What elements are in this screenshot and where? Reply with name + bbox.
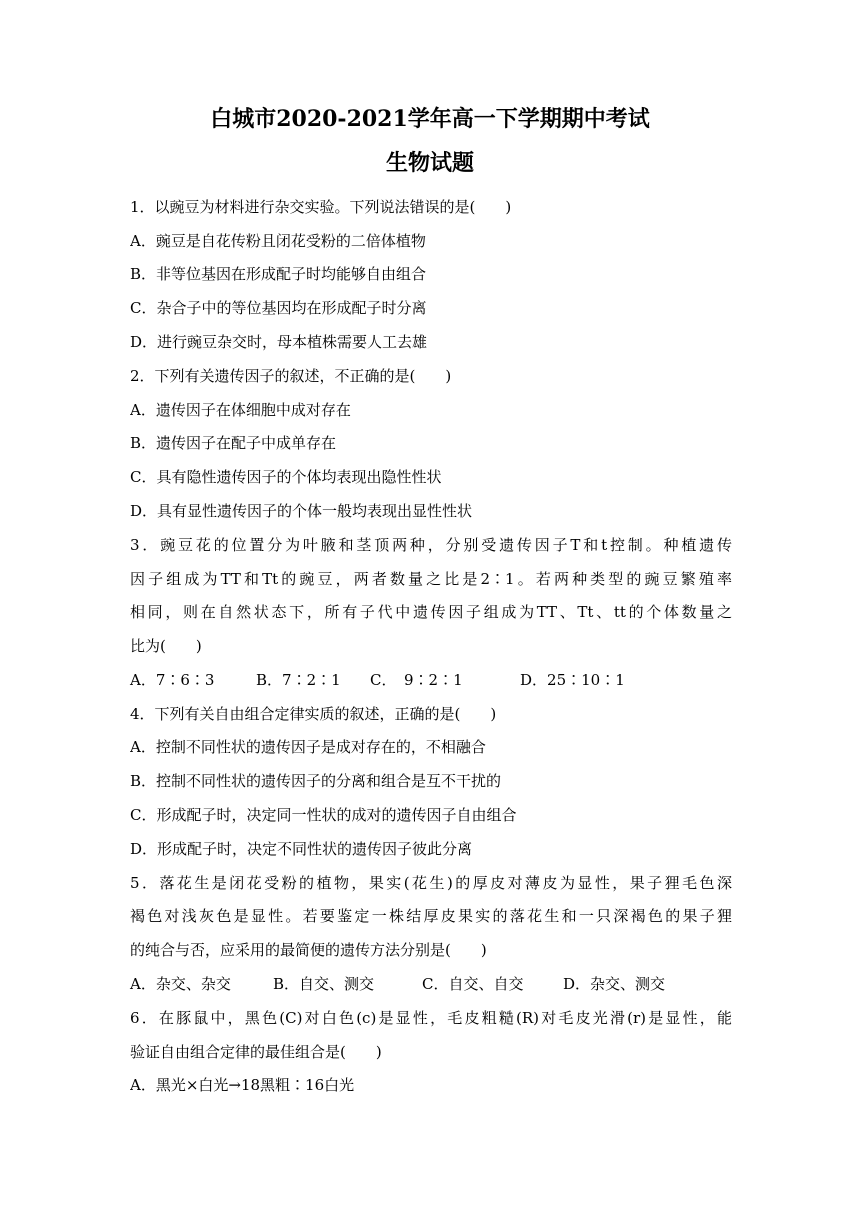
question-3-stem-line-1: 3．豌豆花的位置分为叶腋和茎顶两种，分别受遗传因子T和t控制。种植遗传	[130, 536, 732, 554]
question-2-option-b: B．遗传因子在配子中成单存在	[130, 434, 337, 452]
question-5-stem-line-1: 5．落花生是闭花受粉的植物，果实(花生)的厚皮对薄皮为显性，果子狸毛色深	[130, 874, 732, 892]
question-6-stem-line-2: 验证自由组合定律的最佳组合是( )	[130, 1043, 382, 1061]
question-3-option-a: A．7∶6∶3	[130, 671, 215, 689]
question-4-option-d: D．形成配子时，决定不同性状的遗传因子彼此分离	[130, 840, 473, 858]
question-4-option-c: C．形成配子时，决定同一性状的成对的遗传因子自由组合	[130, 806, 517, 824]
question-1-option-d: D．进行豌豆杂交时，母本植株需要人工去雄	[130, 333, 428, 351]
question-1-option-b: B．非等位基因在形成配子时均能够自由组合	[130, 265, 427, 283]
question-1-stem: 1．以豌豆为材料进行杂交实验。下列说法错误的是( )	[130, 198, 512, 216]
exam-subtitle: 生物试题	[385, 150, 474, 176]
question-5-option-a: A．杂交、杂交	[130, 975, 231, 993]
question-5-option-d: D．杂交、测交	[563, 975, 666, 993]
question-6-option-a: A．黑光×白光→18黑粗∶16白光	[130, 1076, 355, 1094]
question-1-option-a: A．豌豆是自花传粉且闭花受粉的二倍体植物	[130, 232, 426, 250]
question-3-stem-line-4: 比为( )	[130, 637, 202, 655]
question-5-option-b: B．自交、测交	[273, 975, 375, 993]
question-3-stem-line-3: 相同，则在自然状态下，所有子代中遗传因子组成为TT、Tt、tt的个体数量之	[130, 603, 732, 621]
question-5-options	[130, 972, 732, 996]
question-3-option-b: B．7∶2∶1	[256, 671, 341, 689]
question-2-option-c: C．具有隐性遗传因子的个体均表现出隐性性状	[130, 468, 442, 486]
question-3-options	[130, 668, 732, 692]
question-5-option-c: C．自交、自交	[422, 975, 524, 993]
question-4-stem: 4．下列有关自由组合定律实质的叙述，正确的是( )	[130, 705, 497, 723]
question-4-option-b: B．控制不同性状的遗传因子的分离和组合是互不干扰的	[130, 772, 502, 790]
question-3-option-d: D．25∶10∶1	[520, 671, 625, 689]
question-5-stem-line-3: 的纯合与否，应采用的最简便的遗传方法分别是( )	[130, 941, 487, 959]
question-2-stem: 2．下列有关遗传因子的叙述，不正确的是( )	[130, 367, 452, 385]
question-5-stem-line-2: 褐色对浅灰色是显性。若要鉴定一株结厚皮果实的落花生和一只深褐色的果子狸	[130, 907, 732, 925]
question-3-option-c: C． 9∶2∶1	[370, 671, 463, 689]
question-6-stem-line-1: 6．在豚鼠中，黑色(C)对白色(c)是显性，毛皮粗糙(R)对毛皮光滑(r)是显性，能	[130, 1009, 732, 1027]
question-3-stem-line-2: 因子组成为TT和Tt的豌豆，两者数量之比是2∶1。若两种类型的豌豆繁殖率	[130, 570, 732, 588]
exam-title: 白城市2020-2021学年高一下学期期中考试	[210, 106, 650, 132]
question-1-option-c: C．杂合子中的等位基因均在形成配子时分离	[130, 299, 427, 317]
question-2-option-d: D．具有显性遗传因子的个体一般均表现出显性性状	[130, 502, 473, 520]
question-2-option-a: A．遗传因子在体细胞中成对存在	[130, 401, 351, 419]
question-4-option-a: A．控制不同性状的遗传因子是成对存在的，不相融合	[130, 738, 486, 756]
